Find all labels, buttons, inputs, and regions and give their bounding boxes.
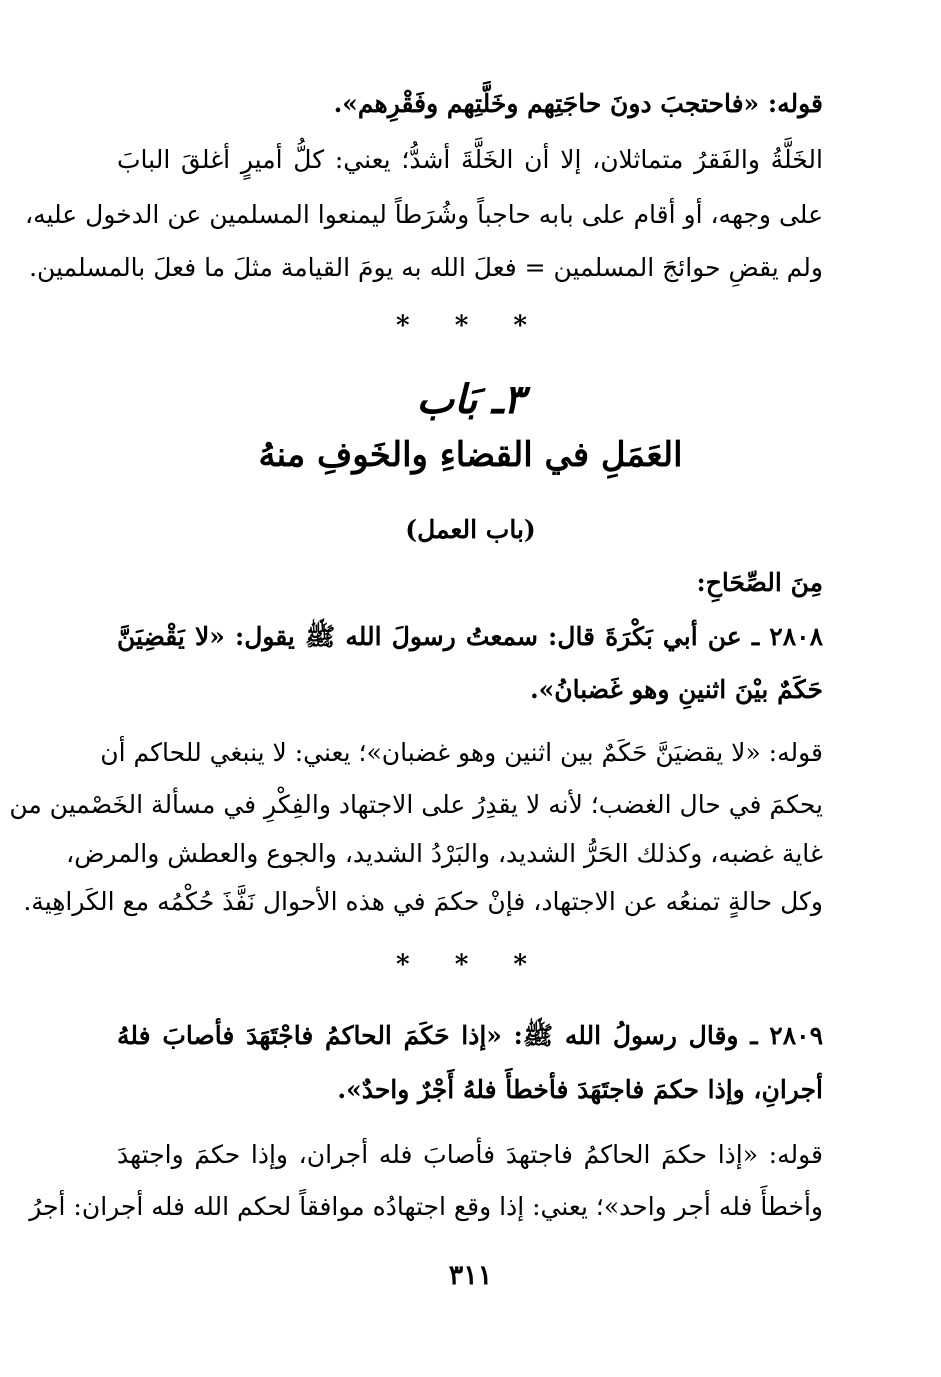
- commentary-line: يحكمَ في حال الغضب؛ لأنه لا يقدِرُ على الاجتهاد والفِكْرِ في مسألة الخَصْمين من: [9, 790, 823, 819]
- text-line: الخَلَّةُ والفَقرُ متماثلان، إلا أن الخَلَّةَ أشدُّ؛ يعني: كلُّ أميرٍ أغلقَ البابَ: [117, 145, 823, 174]
- commentary-line: قوله: «إذا حكمَ الحاكمُ فاجتهدَ فأصابَ فله أجران، وإذا حكمَ واجتهدَ: [117, 1140, 823, 1169]
- quote-line: قوله: «فاحتجبَ دونَ حاجَتِهم وخَلَّتِهم وفَقْرِهم».: [333, 89, 823, 118]
- text-line: ولم يقضِ حوائجَ المسلمين = فعلَ الله به يومَ القيامة مثلَ ما فعلَ بالمسلمين.: [29, 253, 823, 282]
- commentary-line: غاية غضبه، وكذلك الحَرُّ الشديد، والبَرْدُ الشديد، والجوع والعطش والمرض،: [66, 839, 823, 868]
- text-line: على وجهه، أو أقام على بابه حاجباً وشُرَطاً ليمنعوا المسلمين عن الدخول عليه،: [25, 200, 823, 229]
- section-divider: * * *: [396, 311, 545, 341]
- commentary-line: قوله: «لا يقضيَنَّ حَكَمٌ بين اثنين وهو غضبان»؛ يعني: لا ينبغي للحاكم أن: [100, 738, 823, 767]
- chapter-number: ٣ـ بَاب: [416, 376, 525, 423]
- hadith-line: حَكَمٌ بيْنَ اثنينِ وهو غَضبانُ».: [529, 675, 823, 704]
- section-divider: * * *: [396, 950, 545, 980]
- commentary-line: وكل حالةٍ تمنعُه عن الاجتهاد، فإنْ حكمَ في هذه الأحوال نَفَّذَ حُكْمُه مع الكَراهِية.: [23, 887, 823, 916]
- chapter-subtitle: (باب العمل): [405, 515, 536, 544]
- hadith-line: أجرانِ، وإذا حكمَ فاجتَهَدَ فأخطأَ فلهُ أَجْرٌ واحدٌ».: [337, 1075, 823, 1104]
- chapter-title: العَمَلِ في القضاءِ والخَوفِ منهُ: [258, 435, 683, 475]
- page-number: ٣١١: [448, 1260, 493, 1291]
- section-heading: مِنَ الصِّحَاحِ:: [696, 568, 823, 597]
- hadith-line: ٢٨٠٩ ـ وقال رسولُ الله ﷺ: «إذا حَكَمَ الحاكمُ فاجْتَهَدَ فأصابَ فلهُ: [117, 1021, 823, 1050]
- commentary-line: وأخطأَ فله أجر واحد»؛ يعني: إذا وقع اجتهادُه موافقاً لحكم الله فله أجران: أجرُ: [29, 1192, 823, 1221]
- hadith-line: ٢٨٠٨ ـ عن أبي بَكْرَةَ قال: سمعتُ رسولَ الله ﷺ يقول: «لا يَقْضِيَنَّ: [117, 622, 823, 651]
